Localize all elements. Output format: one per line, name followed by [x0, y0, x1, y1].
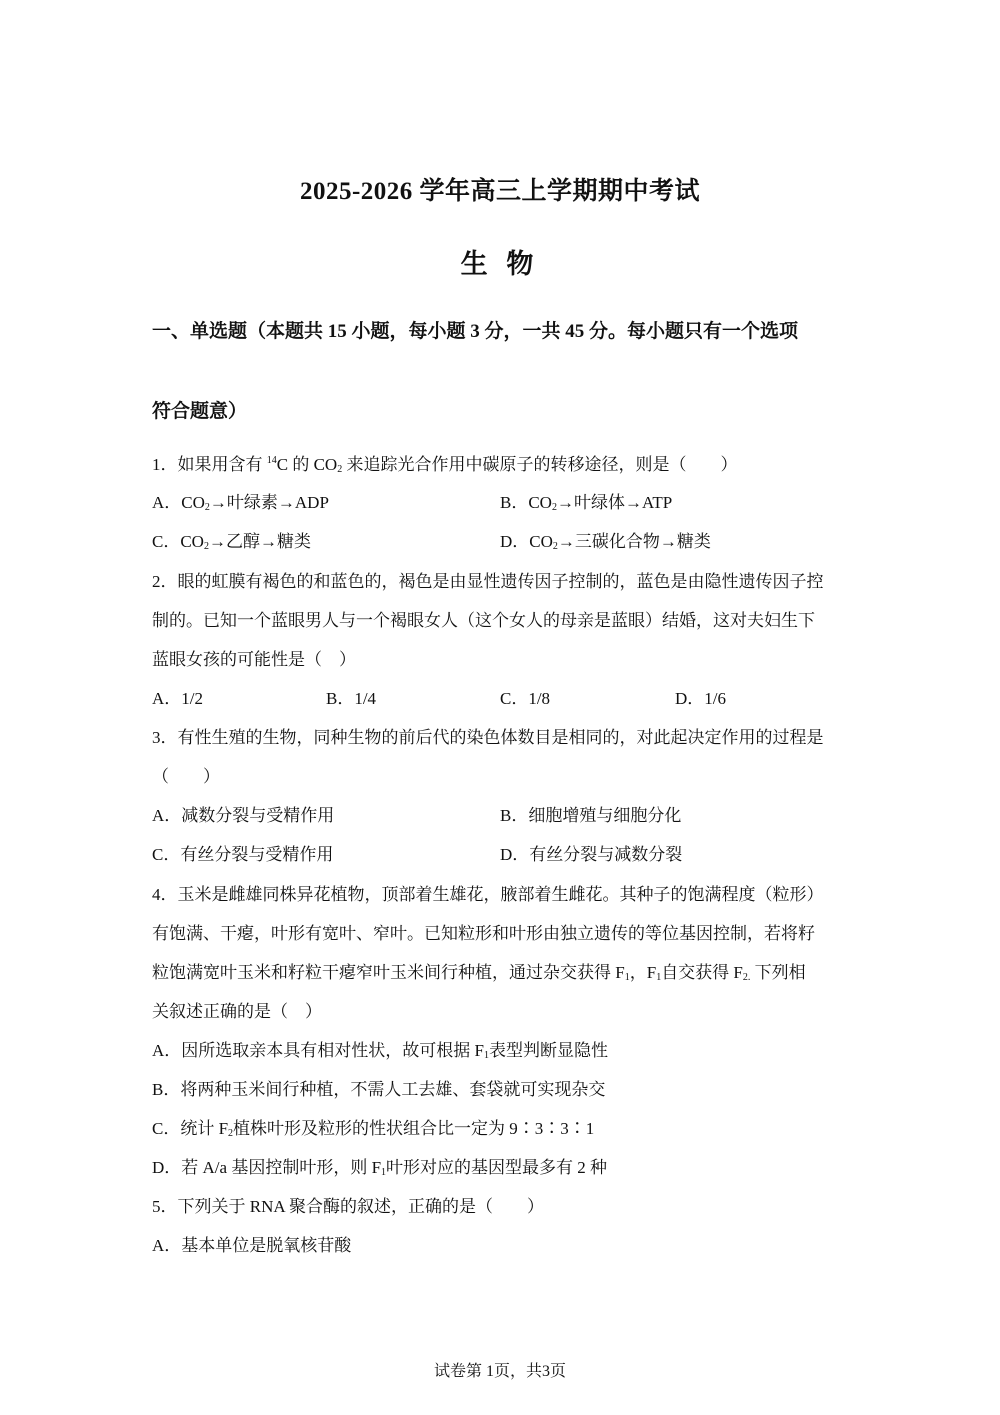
question-4-option-b: B．将两种玉米间行种植，不需人工去雄、套袋就可实现杂交 [152, 1080, 606, 1099]
question-1-option-d: D．$CO_2\to$三碳化合物→糖类 [500, 532, 711, 552]
question-4-stem-line2: 有饱满、干瘪，叶形有宽叶、窄叶。已知粒形和叶形由独立遗传的等位基因控制，若将籽 [152, 924, 815, 943]
section-heading-line1: 一、单选题（本题共 15 小题，每小题 3 分，一共 45 分。每小题只有一个选项 [152, 321, 799, 342]
question-3-stem-line1: 3．有性生殖的生物，同种生物的前后代的染色体数目是相同的，对此起决定作用的过程是 [152, 728, 824, 747]
question-5-stem: 5．下列关于 RNA 聚合酶的叙述，正确的是（ ） [152, 1197, 544, 1216]
question-1-option-a: A．$CO_2\to$叶绿素→ADP [152, 493, 329, 513]
question-2-option-a: A．1/2 [152, 689, 203, 708]
question-2-stem-line1: 2．眼的虹膜有褐色的和蓝色的，褐色是由显性遗传因子控制的，蓝色是由隐性遗传因子控 [152, 572, 824, 591]
question-4-stem-line3: 粒饱满宽叶玉米和籽粒干瘪窄叶玉米间行种植，通过杂交获得 $F_1$，$F_1$自交获得 $F_{2.}$ 下列相 [152, 963, 806, 983]
section-heading-line2: 符合题意） [152, 401, 248, 422]
question-4-stem-line4: 关叙述正确的是（ ） [152, 1002, 322, 1021]
question-1-option-b: B．$CO_2\to$叶绿体→ATP [500, 493, 673, 513]
question-3-stem-line2: （ ） [152, 767, 220, 786]
question-4-option-a: A．因所选取亲本具有相对性状，故可根据 $F_1$表型判断显隐性 [152, 1041, 608, 1061]
question-2-option-d: D．1/6 [675, 689, 726, 708]
question-3-option-c: C．有丝分裂与受精作用 [152, 845, 334, 864]
question-2-option-c: C．1/8 [500, 689, 551, 708]
question-2-option-b: B．1/4 [326, 689, 377, 708]
question-5-option-a: A．基本单位是脱氧核苷酸 [152, 1236, 352, 1255]
question-1-option-c: C．$CO_2\to$乙醇→糖类 [152, 532, 311, 552]
exam-title: 2025-2026 学年高三上学期期中考试 [299, 178, 701, 205]
question-4-option-c: C．统计 $F_2$植株叶形及粒形的性状组合比一定为 9∶3∶3∶1 [152, 1119, 595, 1139]
subject-title: 生 物 [460, 249, 540, 279]
question-1-stem: 1．如果用含有 $^{14}$C 的 $CO_2$ 来追踪光合作用中碳原子的转移途径，则是（ ） [152, 455, 738, 475]
question-2-stem-line2: 制的。已知一个蓝眼男人与一个褐眼女人（这个女人的母亲是蓝眼）结婚，这对夫妇生下 [152, 611, 815, 630]
page-footer: 试卷第 1页，共3页 [433, 1363, 566, 1380]
question-4-stem-line1: 4．玉米是雌雄同株异花植物，顶部着生雄花，腋部着生雌花。其种子的饱满程度（粒形） [152, 885, 824, 904]
question-2-stem-line3: 蓝眼女孩的可能性是（ ） [152, 650, 356, 669]
question-4-option-d: D．若 A/a 基因控制叶形，则 $F_1$叶形对应的基因型最多有 2 种 [152, 1158, 608, 1178]
question-3-option-d: D．有丝分裂与减数分裂 [500, 845, 683, 864]
question-3-option-b: B．细胞增殖与细胞分化 [500, 806, 682, 825]
question-3-option-a: A．减数分裂与受精作用 [152, 806, 335, 825]
